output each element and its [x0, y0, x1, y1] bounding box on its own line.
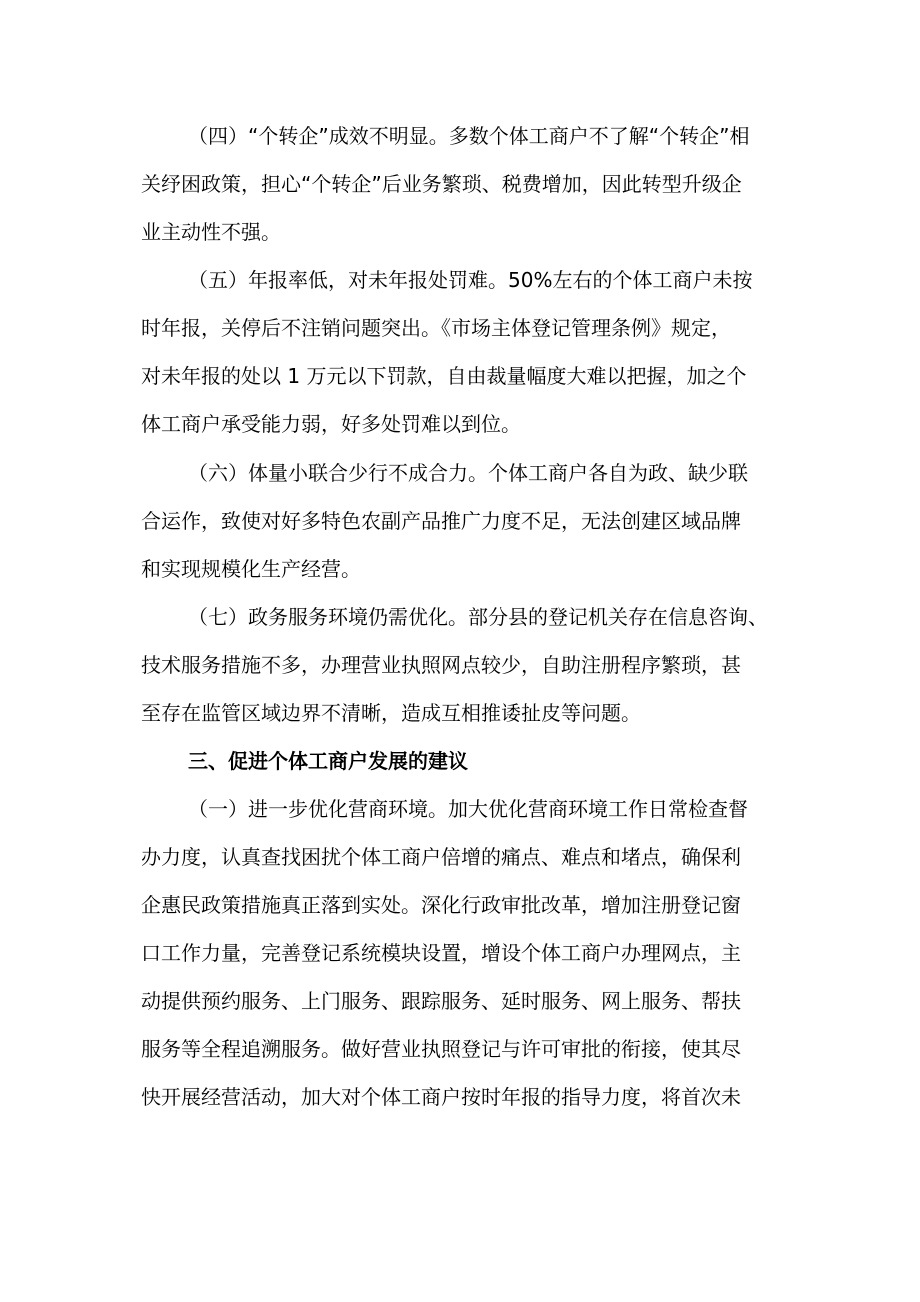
section-heading: 三、促进个体工商户发展的建议: [188, 749, 468, 773]
paragraph-line: 和实现规模化生产经营。: [141, 557, 361, 581]
paragraph-line: 企惠民政策措施真正落到实处。深化行政审批改革，增加注册登记窗: [141, 893, 741, 917]
paragraph-line: （一）进一步优化营商环境。加大优化营商环境工作日常检查督: [188, 797, 748, 821]
paragraph-line: 体工商户承受能力弱，好多处罚难以到位。: [141, 412, 521, 436]
paragraph-line: 对未年报的处以 1 万元以下罚款，自由裁量幅度大难以把握，加之个: [141, 364, 747, 388]
paragraph-line: 服务等全程追溯服务。做好营业执照登记与许可审批的衔接，使其尽: [141, 1037, 741, 1061]
paragraph-line: 快开展经营活动，加大对个体工商户按时年报的指导力度，将首次未: [141, 1085, 741, 1109]
paragraph-line: （五）年报率低，对未年报处罚难。50%左右的个体工商户未按: [188, 268, 753, 292]
paragraph-line: 动提供预约服务、上门服务、跟踪服务、延时服务、网上服务、帮扶: [141, 989, 741, 1013]
paragraph-line: （六）体量小联合少行不成合力。个体工商户各自为政、缺少联: [188, 461, 748, 485]
paragraph-line: 关纾困政策，担心“个转企”后业务繁琐、税费增加，因此转型升级企: [141, 172, 742, 196]
paragraph-line: 办力度，认真查找困扰个体工商户倍增的痛点、难点和堵点，确保利: [141, 845, 741, 869]
paragraph-line: 时年报，关停后不注销问题突出。《市场主体登记管理条例》规定，: [141, 316, 731, 340]
paragraph-line: 至存在监管区域边界不清晰，造成互相推诿扯皮等问题。: [141, 701, 641, 725]
paragraph-line: 口工作力量，完善登记系统模块设置，增设个体工商户办理网点，主: [141, 941, 741, 965]
paragraph-line: （四）“个转企”成效不明显。多数个体工商户不了解“个转企”相: [188, 124, 750, 148]
paragraph-line: （七）政务服务环境仍需优化。部分县的登记机关存在信息咨询、: [188, 605, 768, 629]
paragraph-line: 合运作，致使对好多特色农副产品推广力度不足，无法创建区域品牌: [141, 509, 741, 533]
paragraph-line: 技术服务措施不多，办理营业执照网点较少，自助注册程序繁琐，甚: [141, 653, 741, 677]
paragraph-line: 业主动性不强。: [141, 220, 281, 244]
